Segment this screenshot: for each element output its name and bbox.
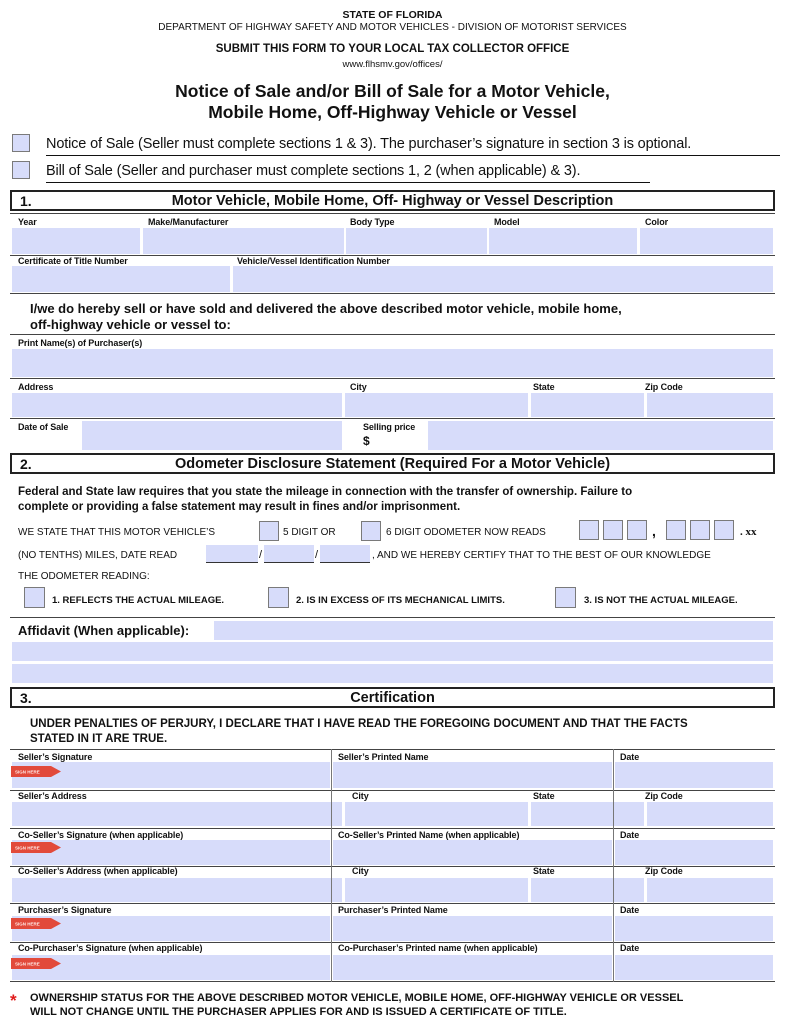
form-title-line-2: Mobile Home, Off-Highway Vehicle or Vessel	[208, 102, 577, 122]
row-divider	[10, 213, 775, 214]
year-field[interactable]	[12, 228, 140, 254]
five-digit-label: 5 DIGIT OR	[283, 527, 336, 538]
header-department: DEPARTMENT OF HIGHWAY SAFETY AND MOTOR VEHICLES - DIVISION OF MOTORIST SERVICES	[158, 22, 627, 33]
six-digit-label: 6 DIGIT ODOMETER NOW READS	[386, 527, 546, 538]
date-read-day[interactable]	[264, 545, 314, 563]
year-label: Year	[18, 217, 37, 227]
affidavit-field-line-2[interactable]	[12, 642, 773, 661]
column-divider	[331, 749, 332, 982]
purchaser-printed-name-field[interactable]	[333, 916, 612, 941]
date-read-month[interactable]	[206, 545, 258, 563]
body-type-label: Body Type	[350, 217, 395, 227]
coseller-date-field[interactable]	[615, 840, 773, 865]
excess-limits-checkbox[interactable]	[268, 587, 289, 608]
excess-limits-label: 2. IS IN EXCESS OF ITS MECHANICAL LIMITS.	[296, 595, 505, 606]
section-1-title: Motor Vehicle, Mobile Home, Off- Highway or Vessel Description	[171, 193, 614, 209]
affidavit-field-line-1[interactable]	[214, 621, 773, 640]
address-label: Address	[18, 382, 54, 392]
odometer-digit-3[interactable]	[627, 520, 647, 540]
odometer-digit-4[interactable]	[666, 520, 686, 540]
coseller-signature-label: Co-Seller’s Signature (when applicable)	[18, 830, 184, 840]
body-type-field[interactable]	[346, 228, 487, 254]
odometer-tenths: . xx	[740, 526, 757, 538]
seller-date-label: Date	[620, 752, 640, 762]
notice-underline	[46, 155, 780, 156]
address-field[interactable]	[12, 393, 342, 417]
coseller-date-label: Date	[620, 830, 640, 840]
asterisk-icon: *	[10, 991, 17, 1010]
date-of-sale-field[interactable]	[82, 421, 342, 450]
sold-to-text-line-2: off-highway vehicle or vessel to:	[30, 317, 231, 332]
seller-city-field[interactable]	[345, 802, 528, 826]
copurchaser-date-label: Date	[620, 943, 640, 953]
coseller-printed-name-field[interactable]	[333, 840, 612, 865]
six-digit-checkbox[interactable]	[361, 521, 381, 541]
odometer-reading-text: THE ODOMETER READING:	[18, 571, 150, 582]
state-label: State	[533, 382, 555, 392]
notice-of-sale-label: Notice of Sale (Seller must complete sections 1 & 3). The purchaser’s signature in section 3 is optional.	[46, 136, 692, 152]
purchaser-names-field[interactable]	[12, 349, 773, 377]
svg-text:SIGN HERE: SIGN HERE	[15, 921, 40, 927]
color-field[interactable]	[640, 228, 773, 254]
odometer-digit-5[interactable]	[690, 520, 710, 540]
row-divider	[10, 418, 775, 419]
date-slash-2: /	[315, 549, 319, 561]
form-title-line-1: Notice of Sale and/or Bill of Sale for a Motor Vehicle,	[175, 81, 610, 101]
section-3-header	[10, 687, 775, 708]
bill-underline	[46, 182, 650, 183]
date-read-year[interactable]	[320, 545, 370, 563]
city-label: City	[350, 382, 367, 392]
coseller-address-label: Co-Seller’s Address (when applicable)	[18, 866, 178, 876]
seller-printed-name-field[interactable]	[333, 762, 612, 788]
odometer-digit-6[interactable]	[714, 520, 734, 540]
vin-field[interactable]	[233, 266, 773, 292]
row-divider	[10, 981, 775, 982]
city-field[interactable]	[345, 393, 528, 417]
affidavit-label: Affidavit (When applicable):	[18, 623, 190, 638]
seller-printed-name-label: Seller’s Printed Name	[338, 752, 429, 762]
sign-here-arrow-icon	[11, 766, 61, 777]
svg-text:SIGN HERE: SIGN HERE	[15, 769, 40, 775]
seller-signature-label: Seller’s Signature	[18, 752, 93, 762]
seller-state-field[interactable]	[531, 802, 644, 826]
selling-price-label: Selling price	[363, 422, 416, 432]
row-divider	[10, 828, 775, 829]
bill-of-sale-checkbox[interactable]	[12, 161, 30, 179]
title-number-label: Certificate of Title Number	[18, 256, 128, 266]
seller-address-field[interactable]	[12, 802, 342, 826]
section-1-number: 1.	[20, 193, 32, 209]
ownership-notice-line-1: OWNERSHIP STATUS FOR THE ABOVE DESCRIBED MOTOR VEHICLE, MOBILE HOME, OFF-HIGHWAY VEHICLE OR VESSEL	[30, 992, 684, 1004]
odometer-comma: ,	[652, 523, 656, 539]
purchaser-date-label: Date	[620, 905, 640, 915]
header-submit: SUBMIT THIS FORM TO YOUR LOCAL TAX COLLECTOR OFFICE	[215, 43, 570, 55]
sign-here-arrow-icon	[11, 958, 61, 969]
color-label: Color	[645, 217, 668, 227]
row-divider	[10, 903, 775, 904]
not-actual-mileage-label: 3. IS NOT THE ACTUAL MILEAGE.	[584, 595, 738, 606]
section-1-header	[10, 190, 775, 211]
coseller-city-field[interactable]	[345, 878, 528, 902]
federal-law-text-line-1: Federal and State law requires that you state the mileage in connection with the transfer of ownership. Failure to	[18, 486, 633, 498]
purchaser-signature-label: Purchaser’s Signature	[18, 905, 112, 915]
perjury-text-line-2: STATED IN IT ARE TRUE.	[30, 733, 168, 745]
section-3-number: 3.	[20, 690, 32, 706]
coseller-zip-field[interactable]	[647, 878, 773, 902]
section-3-title: Certification	[350, 690, 435, 706]
model-label: Model	[494, 217, 520, 227]
coseller-state-field[interactable]	[531, 878, 644, 902]
purchaser-printed-name-label: Purchaser’s Printed Name	[338, 905, 448, 915]
vin-label: Vehicle/Vessel Identification Number	[237, 256, 390, 266]
copurchaser-printed-name-label: Co-Purchaser’s Printed name (when applicable)	[338, 943, 538, 953]
five-digit-checkbox[interactable]	[259, 521, 279, 541]
copurchaser-signature-label: Co-Purchaser’s Signature (when applicable)	[18, 943, 203, 953]
odometer-digit-1[interactable]	[579, 520, 599, 540]
actual-mileage-label: 1. REFLECTS THE ACTUAL MILEAGE.	[52, 595, 225, 606]
seller-state-label: State	[533, 791, 555, 801]
section-2-header	[10, 453, 775, 474]
copurchaser-date-field[interactable]	[615, 955, 773, 980]
row-divider	[10, 293, 775, 294]
no-tenths-text: (NO TENTHS) MILES, DATE READ	[18, 550, 178, 561]
svg-text:SIGN HERE: SIGN HERE	[15, 845, 40, 851]
sold-to-text-line-1: I/we do hereby sell or have sold and delivered the above described motor vehicle, mobile home,	[30, 301, 622, 316]
coseller-city-label: City	[352, 866, 369, 876]
row-divider	[10, 334, 775, 335]
not-actual-mileage-checkbox[interactable]	[555, 587, 576, 608]
perjury-text-line-1: UNDER PENALTIES OF PERJURY, I DECLARE THAT I HAVE READ THE FOREGOING DOCUMENT AND THAT THE FACTS	[30, 718, 688, 730]
model-field[interactable]	[489, 228, 637, 254]
purchaser-names-label: Print Name(s) of Purchaser(s)	[18, 338, 143, 348]
certify-text: , AND WE HEREBY CERTIFY THAT TO THE BEST OF OUR KNOWLEDGE	[372, 550, 711, 561]
coseller-address-field[interactable]	[12, 878, 342, 902]
section-2-title: Odometer Disclosure Statement (Required For a Motor Vehicle)	[174, 456, 611, 472]
affidavit-field-line-3[interactable]	[12, 664, 773, 683]
header-state: STATE OF FLORIDA	[342, 9, 443, 21]
seller-date-field[interactable]	[615, 762, 773, 788]
copurchaser-printed-name-field[interactable]	[333, 955, 612, 980]
coseller-printed-name-label: Co-Seller’s Printed Name (when applicable)	[338, 830, 520, 840]
date-slash-1: /	[259, 549, 263, 561]
svg-text:SIGN HERE: SIGN HERE	[15, 961, 40, 967]
section-2-number: 2.	[20, 456, 32, 472]
bill-of-sale-label: Bill of Sale (Seller and purchaser must complete sections 1, 2 (when applicable) & 3).	[46, 163, 581, 179]
purchaser-date-field[interactable]	[615, 916, 773, 941]
notice-of-sale-checkbox[interactable]	[12, 134, 30, 152]
row-divider	[10, 617, 775, 618]
row-divider	[10, 378, 775, 379]
coseller-state-label: State	[533, 866, 555, 876]
seller-city-label: City	[352, 791, 369, 801]
row-divider	[10, 749, 775, 750]
coseller-zip-label: Zip Code	[645, 866, 683, 876]
seller-address-label: Seller’s Address	[18, 791, 87, 801]
we-state-text: WE STATE THAT THIS MOTOR VEHICLE’S	[18, 527, 216, 538]
header-url[interactable]: www.flhsmv.gov/offices/	[342, 59, 443, 70]
zip-label: Zip Code	[645, 382, 683, 392]
make-label: Make/Manufacturer	[148, 217, 229, 227]
ownership-notice-line-2: WILL NOT CHANGE UNTIL THE PURCHASER APPLIES FOR AND IS ISSUED A CERTIFICATE OF TITLE.	[30, 1006, 567, 1018]
actual-mileage-checkbox[interactable]	[24, 587, 45, 608]
state-field[interactable]	[531, 393, 644, 417]
zip-field[interactable]	[647, 393, 773, 417]
date-of-sale-label: Date of Sale	[18, 422, 69, 432]
make-field[interactable]	[143, 228, 344, 254]
seller-zip-field[interactable]	[647, 802, 773, 826]
sign-here-arrow-icon	[11, 842, 61, 853]
odometer-digit-2[interactable]	[603, 520, 623, 540]
column-divider	[613, 749, 614, 982]
title-number-field[interactable]	[12, 266, 230, 292]
selling-price-field[interactable]	[428, 421, 773, 450]
seller-zip-label: Zip Code	[645, 791, 683, 801]
sign-here-arrow-icon	[11, 918, 61, 929]
federal-law-text-line-2: complete or providing a false statement may result in fines and/or imprisonment.	[18, 501, 461, 513]
dollar-sign: $	[363, 434, 370, 448]
